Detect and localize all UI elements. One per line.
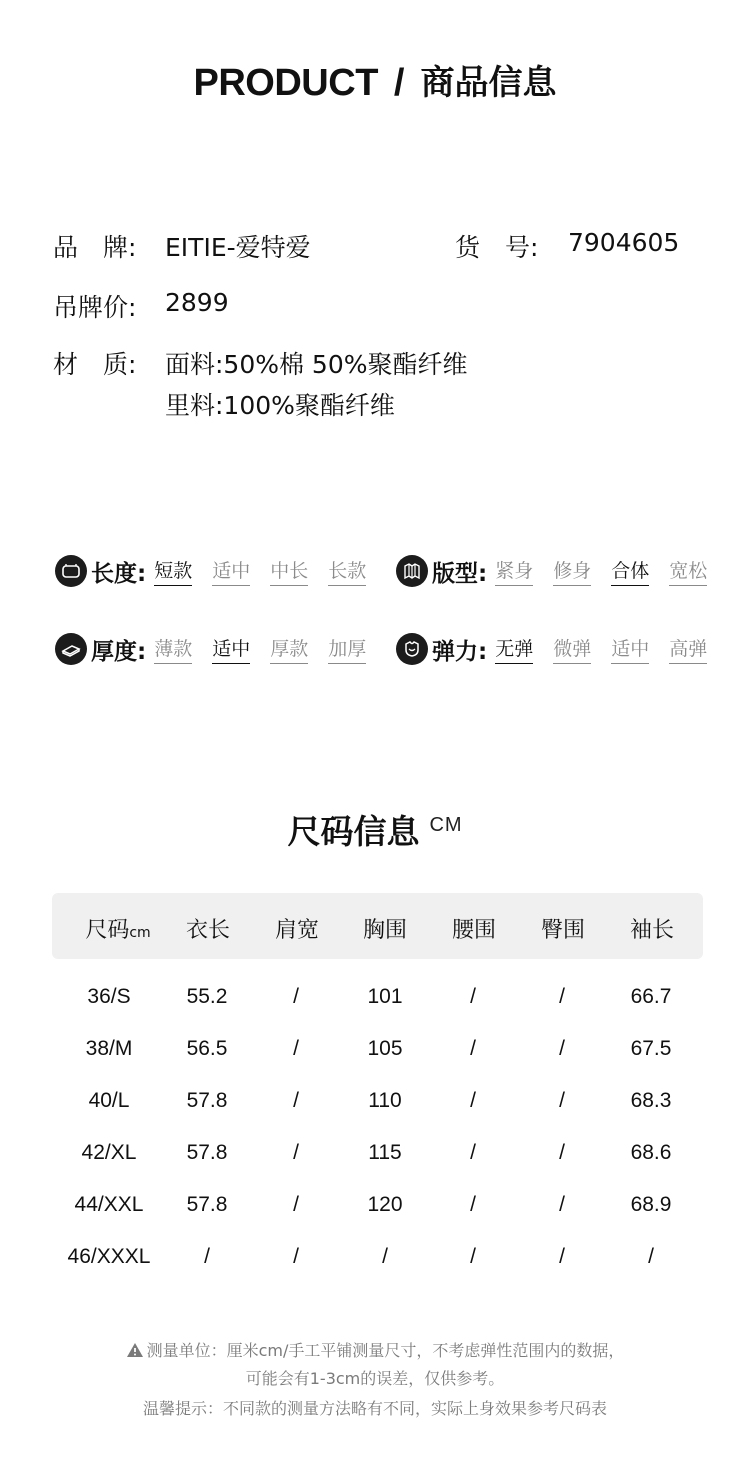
sku-value: 7904605	[568, 228, 680, 257]
attr-elasticity	[396, 631, 707, 667]
table-cell: /	[559, 1193, 565, 1216]
table-cell: 42/XL	[81, 1141, 137, 1164]
length-option: 短款	[154, 556, 192, 586]
brand-value: EITIE-爱特爱	[165, 233, 311, 262]
table-cell: /	[470, 1089, 476, 1112]
table-cell: 115	[368, 1141, 402, 1164]
header-cell: 腰围	[451, 918, 496, 943]
note-line-3: 温馨提示：不同款的测量方法略有不同，实际上身效果参考尺码表	[142, 1399, 607, 1418]
elasticity-option: 高弹	[669, 634, 707, 664]
header-cell: 衣长	[185, 918, 230, 943]
table-cell: /	[559, 1141, 565, 1164]
sku-label: 货 号:	[455, 233, 539, 262]
thickness-option: 适中	[212, 634, 250, 664]
length-option: 适中	[212, 556, 250, 586]
table-cell: 105	[367, 1037, 403, 1060]
warning-icon	[126, 1342, 144, 1358]
length-icon	[55, 555, 87, 587]
thickness-icon	[55, 633, 87, 665]
table-cell: 46/XXXL	[67, 1245, 151, 1268]
table-row	[52, 1141, 703, 1173]
table-cell: 44/XXL	[74, 1193, 144, 1216]
header-cell: 胸围	[362, 918, 407, 943]
fit-option: 合体	[611, 556, 649, 586]
table-cell: /	[559, 985, 565, 1008]
table-cell: 55.2	[186, 985, 228, 1008]
table-cell: 120	[367, 1193, 403, 1216]
length-option: 长款	[328, 556, 366, 586]
table-cell: /	[470, 1037, 476, 1060]
elasticity-option: 无弹	[495, 634, 533, 664]
brand-row	[53, 228, 353, 260]
table-cell: /	[559, 1245, 565, 1268]
material-row	[53, 345, 513, 420]
table-cell: 40/L	[88, 1089, 130, 1112]
table-row	[52, 1245, 703, 1277]
attr-fit-name: 版型:	[432, 560, 488, 587]
sku-row	[455, 228, 695, 260]
attr-elasticity-name: 弹力:	[432, 638, 488, 665]
attr-thickness-name: 厚度:	[91, 638, 147, 665]
size-table-header	[52, 893, 703, 959]
table-cell: 38/M	[85, 1037, 133, 1060]
table-cell: /	[559, 1089, 565, 1112]
table-cell: 67.5	[630, 1037, 672, 1060]
title-english: PRODUCT	[193, 61, 378, 104]
thickness-option: 加厚	[328, 634, 366, 664]
material-fabric: 面料:50%棉 50%聚酯纤维	[165, 350, 468, 379]
table-cell: /	[470, 1245, 476, 1268]
header-cell: 肩宽	[274, 918, 319, 943]
table-cell: /	[293, 985, 299, 1008]
elasticity-option: 微弹	[553, 634, 591, 664]
table-cell: 57.8	[186, 1141, 228, 1164]
header-cell: 臀围	[540, 918, 585, 943]
attr-fit	[396, 553, 707, 589]
fit-option: 紧身	[495, 556, 533, 586]
table-cell: 110	[368, 1089, 402, 1112]
table-cell: 68.3	[630, 1089, 672, 1112]
header-size-unit: cm	[129, 925, 151, 941]
page-title	[0, 58, 750, 108]
attr-length-name: 长度:	[91, 560, 147, 587]
title-separator: /	[393, 61, 405, 104]
table-cell: /	[648, 1245, 654, 1268]
thickness-option: 薄款	[154, 634, 192, 664]
table-cell: 36/S	[87, 985, 131, 1008]
size-title-unit: CM	[429, 814, 463, 836]
price-value: 2899	[165, 288, 229, 317]
table-cell: 68.6	[630, 1141, 672, 1164]
material-lining: 里料:100%聚酯纤维	[165, 391, 395, 420]
table-row	[52, 1193, 703, 1225]
title-chinese: 商品信息	[420, 62, 557, 103]
header-size	[72, 913, 164, 944]
table-cell: /	[382, 1245, 388, 1268]
material-label: 材 质:	[53, 350, 137, 379]
attr-thickness	[55, 631, 366, 667]
size-section-title	[0, 806, 750, 853]
length-option: 中长	[270, 556, 308, 586]
table-cell: 57.8	[186, 1193, 228, 1216]
table-cell: 68.9	[630, 1193, 672, 1216]
header-size-label: 尺码	[85, 918, 130, 943]
note-line-1	[0, 1338, 750, 1361]
table-row	[52, 985, 703, 1017]
table-cell: /	[470, 985, 476, 1008]
table-cell: 101	[367, 985, 403, 1008]
attr-length	[55, 553, 366, 589]
elasticity-icon	[396, 633, 428, 665]
table-cell: /	[293, 1089, 299, 1112]
table-cell: /	[293, 1245, 299, 1268]
fit-icon	[396, 555, 428, 587]
note-line-2: 可能会有1-3cm的误差，仅供参考。	[245, 1369, 505, 1388]
table-cell: /	[293, 1193, 299, 1216]
table-cell: 56.5	[186, 1037, 228, 1060]
price-row	[53, 288, 353, 320]
table-cell: /	[470, 1193, 476, 1216]
size-title-text: 尺码信息	[287, 812, 420, 851]
brand-label: 品 牌:	[53, 233, 137, 262]
elasticity-option: 适中	[611, 634, 649, 664]
table-cell: /	[559, 1037, 565, 1060]
thickness-option: 厚款	[270, 634, 308, 664]
table-row	[52, 1089, 703, 1121]
table-cell: 57.8	[186, 1089, 228, 1112]
fit-option: 修身	[553, 556, 591, 586]
fit-option: 宽松	[669, 556, 707, 586]
size-table-body	[52, 985, 703, 1285]
table-cell: 66.7	[630, 985, 672, 1008]
table-cell: /	[293, 1037, 299, 1060]
header-cell: 袖长	[629, 918, 674, 943]
table-cell: /	[204, 1245, 210, 1268]
note-text-1: 测量单位：厘米cm/手工平铺测量尺寸，不考虑弹性范围内的数据，	[146, 1341, 625, 1360]
table-row	[52, 1037, 703, 1069]
table-cell: /	[293, 1141, 299, 1164]
price-label: 吊牌价:	[53, 293, 137, 322]
table-cell: /	[470, 1141, 476, 1164]
